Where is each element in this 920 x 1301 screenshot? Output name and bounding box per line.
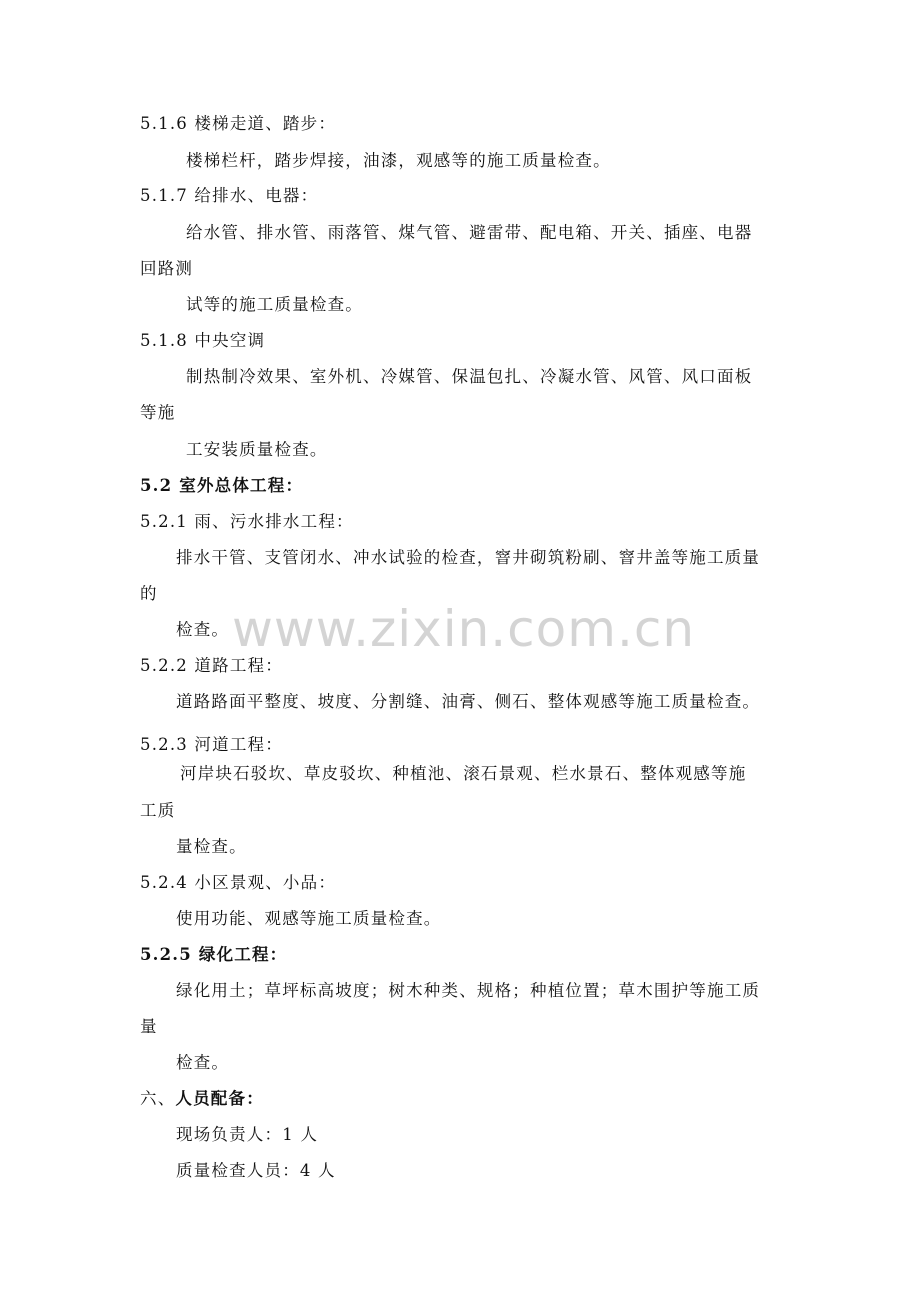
paragraph-5-2-5-line3: 检查。 [176, 1053, 230, 1072]
staff-site-manager: 现场负责人：1 人 [176, 1125, 319, 1144]
paragraph-5-2-3-line2: 工质 [140, 801, 176, 820]
heading-5-2-1: 5.2.1 雨、污水排水工程： [140, 512, 354, 531]
paragraph-5-2-1-line1: 排水干管、支管闭水、冲水试验的检查，窨井砌筑粉刷、窨井盖等施工质量 [176, 548, 761, 567]
paragraph-5-2-4: 使用功能、观感等施工质量检查。 [176, 909, 442, 928]
paragraph-5-2-1-line3: 检查。 [176, 620, 230, 639]
paragraph-5-2-5-line1: 绿化用土；草坪标高坡度；树木种类、规格；种植位置；草木围护等施工质 [176, 981, 761, 1000]
paragraph-5-2-2: 道路路面平整度、坡度、分割缝、油膏、侧石、整体观感等施工质量检查。 [176, 692, 761, 711]
paragraph-5-1-7-line1: 给水管、排水管、雨落管、煤气管、避雷带、配电箱、开关、插座、电器 [186, 223, 753, 242]
paragraph-5-2-3-line1: 河岸块石驳坎、草皮驳坎、种植池、滚石景观、栏水景石、整体观感等施 [180, 764, 747, 783]
heading-5-1-7: 5.1.7 给排水、电器： [140, 186, 319, 205]
paragraph-5-1-7-line3: 试等的施工质量检查。 [186, 295, 363, 314]
paragraph-5-1-8-line3: 工安装质量检查。 [186, 440, 328, 459]
heading-5-2-3: 5.2.3 河道工程： [140, 735, 283, 754]
heading-6 [140, 1088, 264, 1110]
paragraph-5-1-6: 楼梯栏杆，踏步焊接，油漆，观感等的施工质量检查。 [186, 151, 611, 170]
paragraph-5-1-8-line2: 等施 [140, 403, 176, 422]
heading-6-title: 人员配备： [175, 1089, 264, 1108]
heading-6-prefix: 六、 [140, 1089, 176, 1108]
heading-5-2-4: 5.2.4 小区景观、小品： [140, 873, 337, 892]
heading-5-1-8: 5.1.8 中央空调 [140, 331, 266, 350]
watermark-text: www.zixin.com.cn [232, 600, 696, 658]
heading-5-2-2: 5.2.2 道路工程： [140, 656, 283, 675]
paragraph-5-2-3-line3: 量检查。 [176, 837, 247, 856]
paragraph-5-1-7-line2: 回路测 [140, 259, 194, 278]
heading-5-1-6: 5.1.6 楼梯走道、踏步： [140, 114, 337, 133]
staff-quality-inspectors: 质量检查人员：4 人 [176, 1161, 336, 1180]
heading-5-2-5: 5.2.5 绿化工程： [140, 945, 288, 964]
paragraph-5-2-1-line2: 的 [140, 584, 158, 603]
paragraph-5-2-5-line2: 量 [140, 1017, 158, 1036]
paragraph-5-1-8-line1: 制热制冷效果、室外机、冷媒管、保温包扎、冷凝水管、风管、风口面板 [186, 367, 753, 386]
heading-5-2: 5.2 室外总体工程： [140, 476, 304, 495]
